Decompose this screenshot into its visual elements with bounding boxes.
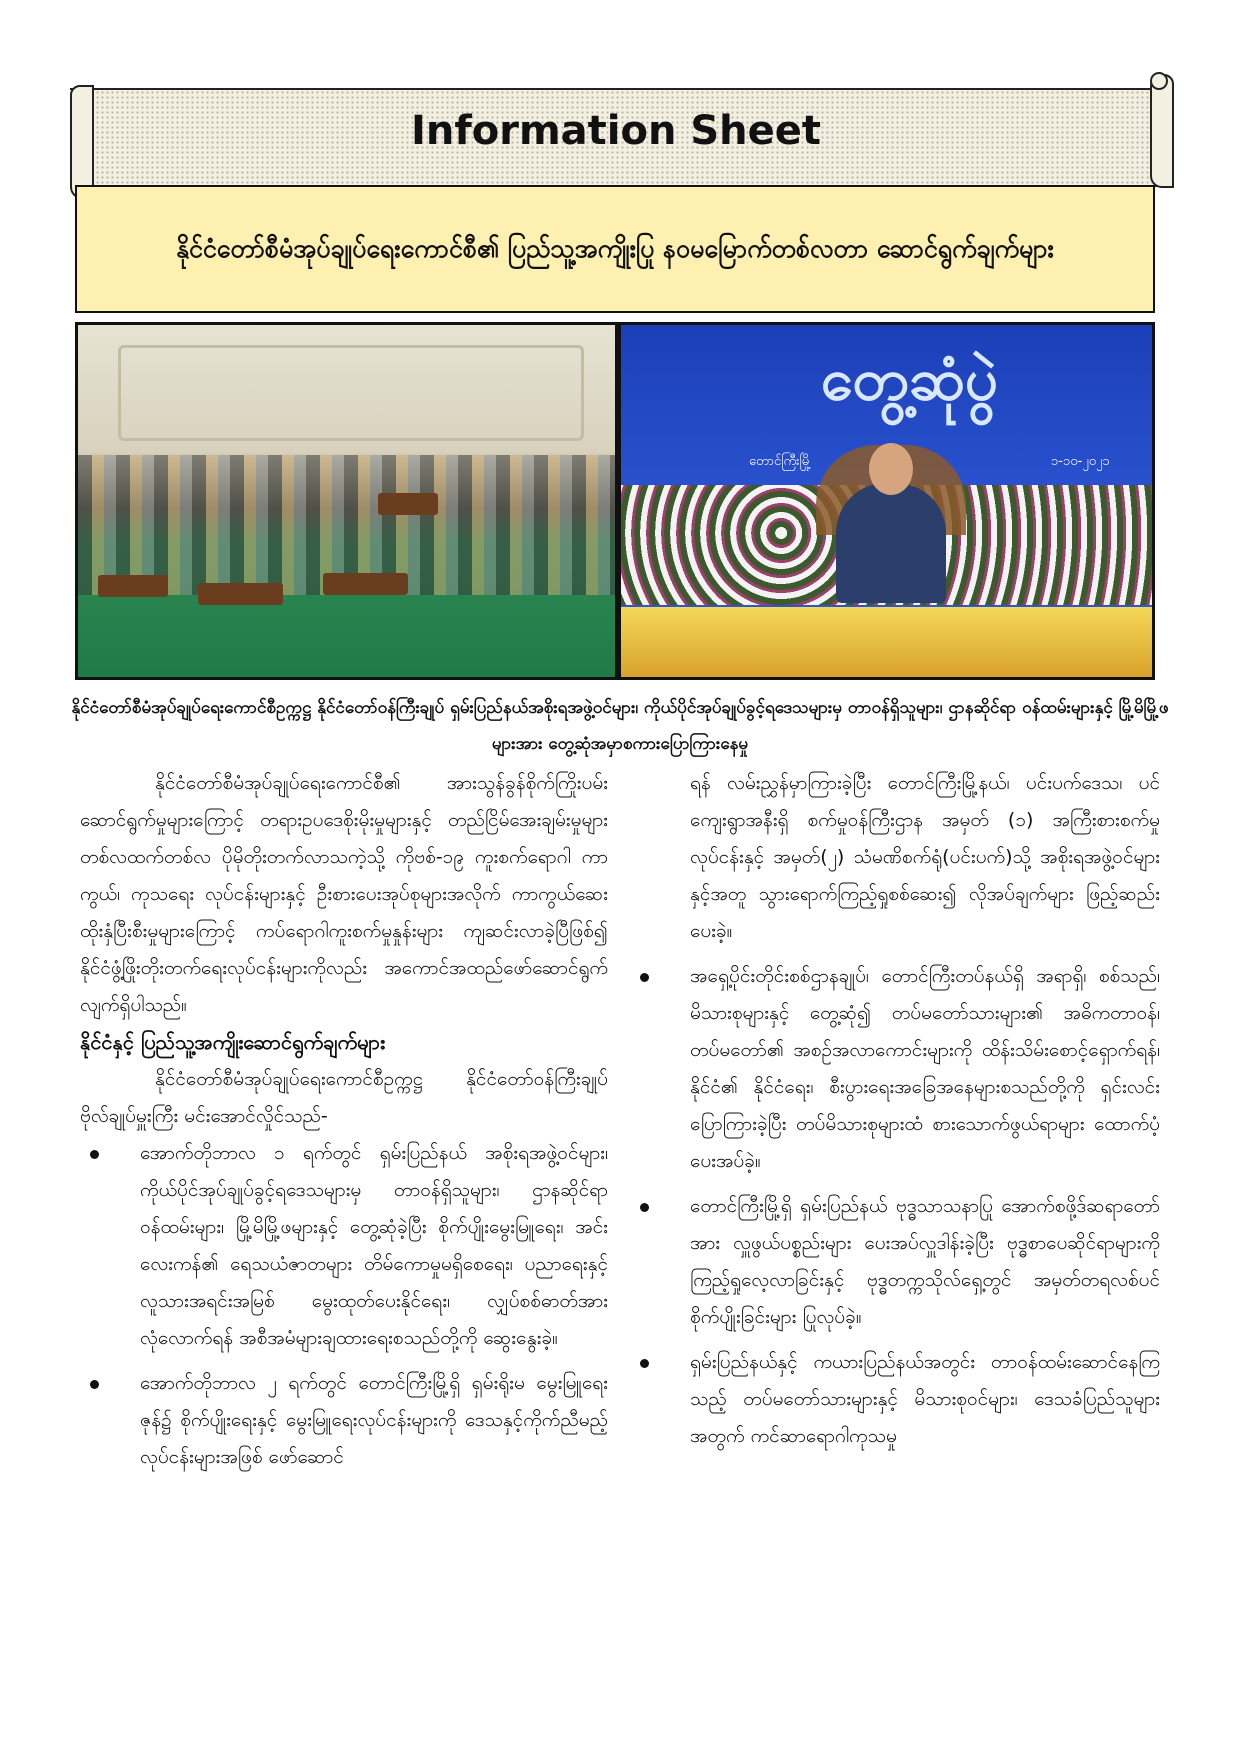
bullet-dot-icon xyxy=(90,1380,99,1389)
bullet-text: ရှမ်းပြည်နယ်နှင့် ကယားပြည်နယ်အတွင်း တာဝန်ထမ်းဆောင်နေကြသည့် တပ်မတော်သားများနှင့် မိသားစုဝင်များ၊ ဒေသခံပြည်သူများအတွက် ကင်ဆာရောဂါကုသမှု xyxy=(690,1351,1160,1447)
screen-date: ၁-၁၀-၂၀၂၁ xyxy=(1050,454,1110,469)
meeting-hall-photo xyxy=(78,325,615,677)
screen-title: တွေ့ဆုံပွဲ xyxy=(820,345,999,413)
bullet-item xyxy=(80,1365,608,1476)
bullet-text: အရှေ့ပိုင်းတိုင်းစစ်ဌာနချုပ်၊ တောင်ကြီးတပ်နယ်ရှိ အရာရှိ၊ စစ်သည်၊ မိသားစုများနှင့် တွေ့ဆုံ၍ တပ်မတော်သားများ၏ အဓိကတာဝန်၊ တပ်မတော်၏ အစဉ်အလာကောင်းများကို ထိန်းသိမ်းစောင့်ရှောက်ရန်၊ နိုင်ငံ၏ နိုင်ငံရေး၊ စီးပွားရေးအခြေအနေများစသည်တို့ကို ရှင်းလင်းပြောကြားခဲ့ပြီး တပ်မိသားစုများထံ စားသောက်ဖွယ်ရာများ ထောက်ပံ့ပေးအပ်ခဲ့။ xyxy=(690,965,1160,1172)
lead-paragraph: နိုင်ငံတော်စီမံအုပ်ချုပ်ရေးကောင်စီဥက္ကဋ္ဌ နိုင်ငံတော်ဝန်ကြီးချုပ် ဗိုလ်ချုပ်မှူးကြီး မင်းအောင်လှိုင်သည်- xyxy=(80,1068,608,1127)
bullet-item xyxy=(80,1135,608,1357)
screen-city: တောင်ကြီးမြို့ xyxy=(748,454,812,469)
photo-caption: နိုင်ငံတော်စီမံအုပ်ချုပ်ရေးကောင်စီဥက္ကဋ္ဌ နိုင်ငံတော်ဝန်ကြီးချုပ် ရှမ်းပြည်နယ်အစိုးရအဖွဲ့ဝင်များ၊ ကိုယ်ပိုင်အုပ်ချုပ်ခွင့်ရဒေသများမှ တာဝန်ရှိသူများ၊ ဌာနဆိုင်ရာ ဝန်ထမ်းများနှင့် မြို့မိမြို့ဖများအား တွေ့ဆုံအမှာစကားပြောကြားနေမှု xyxy=(71,698,1169,754)
bullet-item xyxy=(630,958,1160,1180)
tea-table xyxy=(98,575,168,597)
ceiling-panel xyxy=(118,345,584,441)
subtitle-box xyxy=(75,185,1155,313)
bullet-dot-icon xyxy=(640,1359,649,1368)
speaker-head xyxy=(869,443,913,495)
photo-strip xyxy=(75,322,1155,680)
left-column xyxy=(80,765,608,1484)
subtitle-text: နိုင်ငံတော်စီမံအုပ်ချုပ်ရေးကောင်စီ၏ ပြည်သူ့အကျိုးပြု နဝမမြောက်တစ်လတာ ဆောင်ရွက်ချက်များ xyxy=(176,234,1054,263)
section-heading: နိုင်ငံနှင့် ပြည်သူ့အကျိုးဆောင်ရွက်ချက်များ xyxy=(80,1030,386,1054)
bullet-item xyxy=(630,1188,1160,1336)
bullet-dot-icon xyxy=(90,1150,99,1159)
intro-paragraph: နိုင်ငံတော်စီမံအုပ်ချုပ်ရေးကောင်စီ၏ အားသွန်ခွန်စိုက်ကြိုးပမ်းဆောင်ရွက်မှုများကြောင့် တရားဥပဒေစိုးမိုးမှုများနှင့် တည်ငြိမ်အေးချမ်းမှုများ တစ်လထက်တစ်လ ပိုမိုတိုးတက်လာသကဲ့သို့ ကိုဗစ်-၁၉ ကူးစက်ရောဂါ ကာကွယ်၊ ကုသရေး လုပ်ငန်းများနှင့် ဦးစားပေးအုပ်စုများအလိုက် ကာကွယ်ဆေးထိုးနှံပြီးစီးမှုများကြောင့် ကပ်ရောဂါကူးစက်မှုနှုန်းများ ကျဆင်းလာခဲ့ပြီဖြစ်၍ နိုင်ငံဖွံ့ဖြိုးတိုးတက်ရေးလုပ်ငန်းများကိုလည်း အကောင်အထည်ဖော်ဆောင်ရွက်လျက်ရှိပါသည်။ xyxy=(80,772,608,1016)
bullet-dot-icon xyxy=(640,973,649,982)
bullet-item xyxy=(630,1344,1160,1455)
bullet-dot-icon xyxy=(640,1203,649,1212)
stage-table xyxy=(621,607,1152,677)
speaker-figure xyxy=(836,483,946,603)
bullet-text: အောက်တိုဘာလ ၁ ရက်တွင် ရှမ်းပြည်နယ် အစိုးရအဖွဲ့ဝင်များ၊ ကိုယ်ပိုင်အုပ်ချုပ်ခွင့်ရဒေသများမှ တာဝန်ရှိသူများ၊ ဌာနဆိုင်ရာဝန်ထမ်းများ၊ မြို့မိမြို့ဖများနှင့် တွေ့ဆုံခဲ့ပြီး စိုက်ပျိုးမွေးမြူရေး၊ အင်းလေးကန်၏ ရေသယံဇာတများ တိမ်ကောမှုမရှိစေရေး၊ ပညာရေးနှင့်လူသားအရင်းအမြစ် မွေးထုတ်ပေးနိုင်ရေး၊ လျှပ်စစ်ဓာတ်အားလုံလောက်ရန် အစီအမံများချထားရေးစသည်တို့ကို ဆွေးနွေးခဲ့။ xyxy=(140,1142,608,1349)
scroll-knob xyxy=(1150,72,1168,90)
tea-table xyxy=(378,493,438,515)
tea-table xyxy=(323,573,408,595)
speaker-photo xyxy=(621,325,1152,677)
page-title: Information Sheet xyxy=(410,108,822,154)
continued-text: ရန် လမ်းညွှန်မှာကြားခဲ့ပြီး တောင်ကြီးမြို့နယ်၊ ပင်းပက်ဒေသ၊ ပင်ကျေးရွာအနီးရှိ စက်မှုဝန်ကြီးဌာန အမှတ် (၁) အကြီးစားစက်မှုလုပ်ငန်းနှင့် အမှတ်(၂) သံမဏိစက်ရုံ(ပင်းပက်)သို့ အစိုးရအဖွဲ့ဝင်များနှင့်အတူ သွားရောက်ကြည့်ရှုစစ်ဆေး၍ လိုအပ်ချက်များ ဖြည့်ဆည်းပေးခဲ့။ xyxy=(690,772,1160,942)
tea-table xyxy=(198,583,283,605)
bullet-text: တောင်ကြီးမြို့ရှိ ရှမ်းပြည်နယ် ဗုဒ္ဓသာသနာပြု အောက်စဖို့ဒ်ဆရာတော်အား လှူဖွယ်ပစ္စည်းများ ပေးအပ်လှူဒါန်းခဲ့ပြီး ဗုဒ္ဓစာပေဆိုင်ရာများကို ကြည့်ရှုလေ့လာခြင်းနှင့် ဗုဒ္ဓတက္ကသိုလ်ရှေ့တွင် အမှတ်တရလစ်ပင်စိုက်ပျိုးခြင်းများ ပြုလုပ်ခဲ့။ xyxy=(690,1195,1160,1328)
right-column xyxy=(630,765,1160,1463)
bullet-text: အောက်တိုဘာလ ၂ ရက်တွင် တောင်ကြီးမြို့ရှိ ရှမ်းရိုးမ မွေးမြူရေးဇုန်၌ စိုက်ပျိုးရေးနှင့် မွေးမြူရေးလုပ်ငန်းများကို ဒေသနှင့်ကိုက်ညီမည့်လုပ်ငန်းများအဖြစ် ဖော်ဆောင် xyxy=(140,1372,608,1468)
